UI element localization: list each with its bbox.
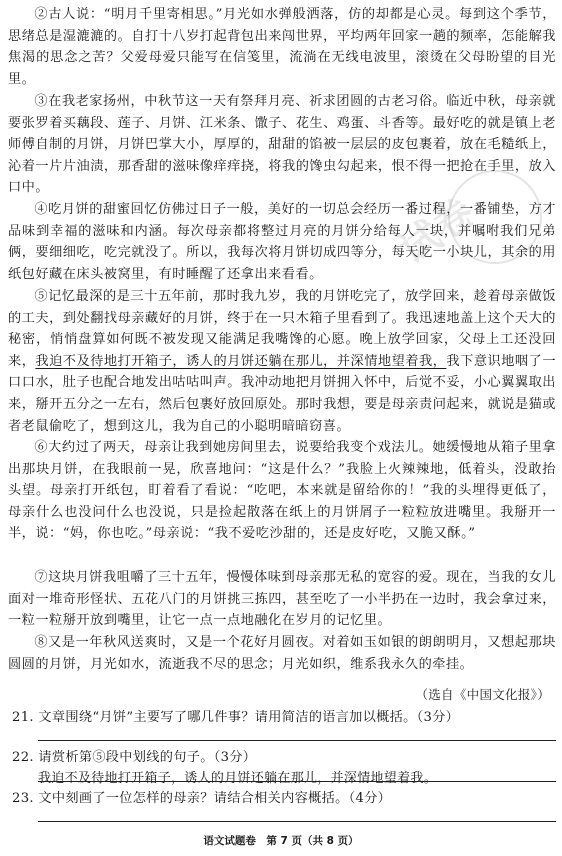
answer-line-23 — [38, 821, 556, 822]
answer-line-22 — [38, 781, 556, 782]
paragraph-6: ⑥大约过了两天，母亲让我到她房间里去，说要给我变个戏法儿。她缓慢地从箱子里拿出那块月饼，在我眼前一晃，欣喜地问：“这是什么？”我脸上火辣辣地，低着头，没敢抬头望。母亲打开纸包，盯着看了看说：“吃吧，本来就是留给你的！”我的头埋得更低了，母亲什么也没问什么也没说，只是捡起散落在纸上的月饼屑子一粒粒放进嘴里。我掰开一半，说：“妈，你也吃。”母亲说：“我不爱吃沙甜的，还是皮好吃，又脆又酥。” — [8, 440, 556, 542]
question-23: 23. 文中刻画了一位怎样的母亲？请结合相关内容概括。（4分） — [12, 791, 392, 806]
question-21: 21. 文章围绕“月饼”主要写了哪几件事？请用简洁的语言加以概括。（3分） — [12, 710, 460, 725]
paragraph-3: ③在我老家扬州，中秋节这一天有祭拜月亮、祈求团圆的古老习俗。临近中秋，母亲就要张罗着买藕段、莲子、月饼、江米条、馓子、花生、鸡蛋、斗香等。最好吃的就是镇上老师傅自制的月饼，月饼巴掌大小，厚厚的，甜甜的馅被一层层的皮包裹着，放在毛糙纸上，沁着一片片油渍，那香甜的滋味像痒痒挠，将我的馋虫勾起来，恨不得一把抢在手里，放入口中。 — [8, 94, 556, 196]
question-22-quote: 我迫不及待地打开箱子，诱人的月饼还躺在那儿，并深情地望着我。 — [38, 771, 438, 786]
paragraph-5 — [8, 286, 556, 437]
underlined-sentence: 我迫不及待地打开箱子，诱人的月饼还躺在那儿，并深情地望着我， — [35, 353, 447, 369]
paragraph-5-part-a: ⑤记忆最深的是三十五年前，那时我九岁，我的月饼吃完了，放学回来，趁着母亲做饭的工夫，到处翻找母亲藏好的月饼，终于在一只木箱子里看到了。我迅速地盖上这个天大的秘密，悄悄盘算如何既不被发现又能满足我嘴馋的心愿。晚上放学回家，父母上工还没回来， — [8, 289, 556, 369]
question-22: 22. 请赏析第⑤段中划线的句子。（3分） — [12, 750, 257, 765]
paragraph-4: ④吃月饼的甜蜜回忆仿佛过日子一般，美好的一切总会经历一番过程，一番铺垫，方才品味到幸福的滋味和内涵。每次母亲都将整过月亮的月饼分给每人一块，并嘱咐我们兄弟俩，要细细吃，吃完就没了。所以，我每次将月饼切成四等分，每天吃一小块儿，其余的用纸包好藏在床头被窝里，有时睡醒了还拿出来看看。 — [8, 202, 556, 282]
article-source: （选自《中国文化报》） — [415, 687, 550, 702]
watermark-text: 试卷 — [391, 189, 483, 274]
paragraph-5-part-b: 我下意识地咽了一口口水，肚子也配合地发出咕咕叫声。我冲动地把月饼拥入怀中，后觉不妥，小心翼翼取出来，掰开五分之一左右，然后包裹好放回原处。那时我想，要是母亲责问起来，就说是猫或者老鼠偷吃了，想到这儿，我为自己的小聪明暗暗窃喜。 — [8, 353, 557, 434]
paragraph-2: ②古人说：“明月千里寄相思。”月光如水弹般洒落，仿的却都是心灵。每到这个季节，思绪总是湿漉漉的。自打十八岁打起背包出来闯世界，平均两年回家一趟的频率，怎能解我焦渴的思念之苦？父爱母爱只能写在信笺里，流淌在无线电波里，滚烫在父母盼望的目光里。 — [8, 7, 556, 87]
paragraph-8: ⑧又是一年秋风送爽时，又是一个花好月圆夜。对着如玉如银的朗朗明月，又想起那块圆圆的月饼，月光如水，流逝我不尽的思念；月光如织，维系我永久的牵挂。 — [8, 635, 556, 672]
answer-line-21 — [38, 740, 556, 741]
paragraph-7: ⑦这块月饼我咀嚼了三十五年，慢慢体味到母亲那无私的宽容的爱。现在，当我的女儿面对一堆奇形怪状、五花八门的月饼挑三拣四，甚至吃了一小半扔在一边时，我会拿过来，一粒一粒掰开放到嘴里，让它一点一点地融化在岁月的记忆里。 — [8, 570, 556, 629]
page-footer: 语文试题卷 第 7 页（共 8 页） — [203, 835, 359, 847]
